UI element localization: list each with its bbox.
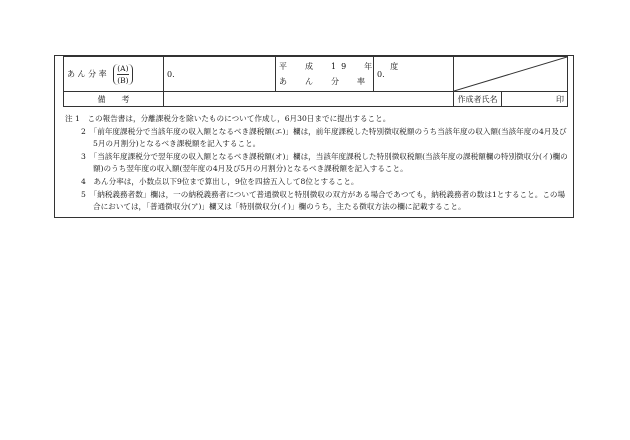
report-form-frame	[54, 55, 574, 218]
heisei-label-cell	[276, 57, 404, 92]
note-number: 注 1	[65, 114, 80, 123]
ratio-value-cell	[164, 57, 276, 92]
ratio-label: あ ん 分 率	[67, 69, 107, 78]
heisei-line1: 平 成 19 年 度	[279, 62, 404, 71]
ratio-table	[63, 56, 568, 107]
author-label-cell	[454, 92, 502, 107]
ratio-denominator: (B)	[117, 75, 129, 85]
note-text: 「納税義務者数」欄は，一の納税義務者について普通徴収と特別徴収の双方がある場合であつても，納税義務者の数は1とすること。この場合においては，「普通徴収分(ア)」欄又は「特別徴収分(イ)」欄のうち，主たる徴収方法の欄に記載すること。	[93, 189, 566, 212]
biko-value-cell	[164, 92, 454, 107]
author-seal-cell	[502, 92, 568, 107]
note-item	[65, 176, 570, 189]
note-text: この報告書は，分離課税分を除いたものについて作成し，6月30日までに提出すること。	[87, 114, 391, 123]
note-number: 4	[81, 176, 86, 186]
ratio-fraction	[113, 64, 132, 85]
note-text: 「当該年度課税分で翌年度の収入額となるべき課税額(オ)」欄は，当該年度課税した特別徴収税額(当該年度の課税額欄の特別徴収分(イ)欄の額)のうち翌年度の収入額(翌年度の4月及び5月の月割分)となるべき課税額を記入すること。	[93, 151, 568, 174]
note-text: 「前年度課税分で当該年度の収入額となるべき課税額(エ)」欄は，前年度課税した特別徴収税額のうち当該年度の収入額(当該年度の4月及び5月の月割分)となるべき課税額を記入すること。	[93, 126, 567, 149]
heisei-line2: あ ん 分 率	[279, 77, 370, 86]
ratio-value: 0.	[167, 69, 175, 79]
note-number: 3	[81, 151, 86, 161]
notes-section	[65, 113, 570, 214]
ratio-label-cell	[64, 57, 164, 92]
note-item	[65, 113, 570, 126]
note-number: 5	[81, 189, 86, 199]
author-label: 作成者氏名	[457, 94, 498, 104]
biko-label-cell	[64, 92, 164, 107]
diagonal-line	[454, 57, 567, 91]
note-item	[65, 151, 570, 176]
note-text: あん分率は，小数点以下9位まで算出し，9位を四捨五入して8位とすること。	[93, 176, 359, 186]
note-number: 2	[81, 126, 86, 136]
ratio-numerator: (A)	[117, 63, 129, 73]
diagonal-blank-cell	[454, 57, 568, 92]
seal-mark: 印	[556, 94, 564, 104]
heisei-value: 0.	[377, 69, 385, 79]
biko-label: 備 考	[97, 94, 130, 104]
note-item	[65, 189, 570, 214]
note-item	[65, 126, 570, 151]
